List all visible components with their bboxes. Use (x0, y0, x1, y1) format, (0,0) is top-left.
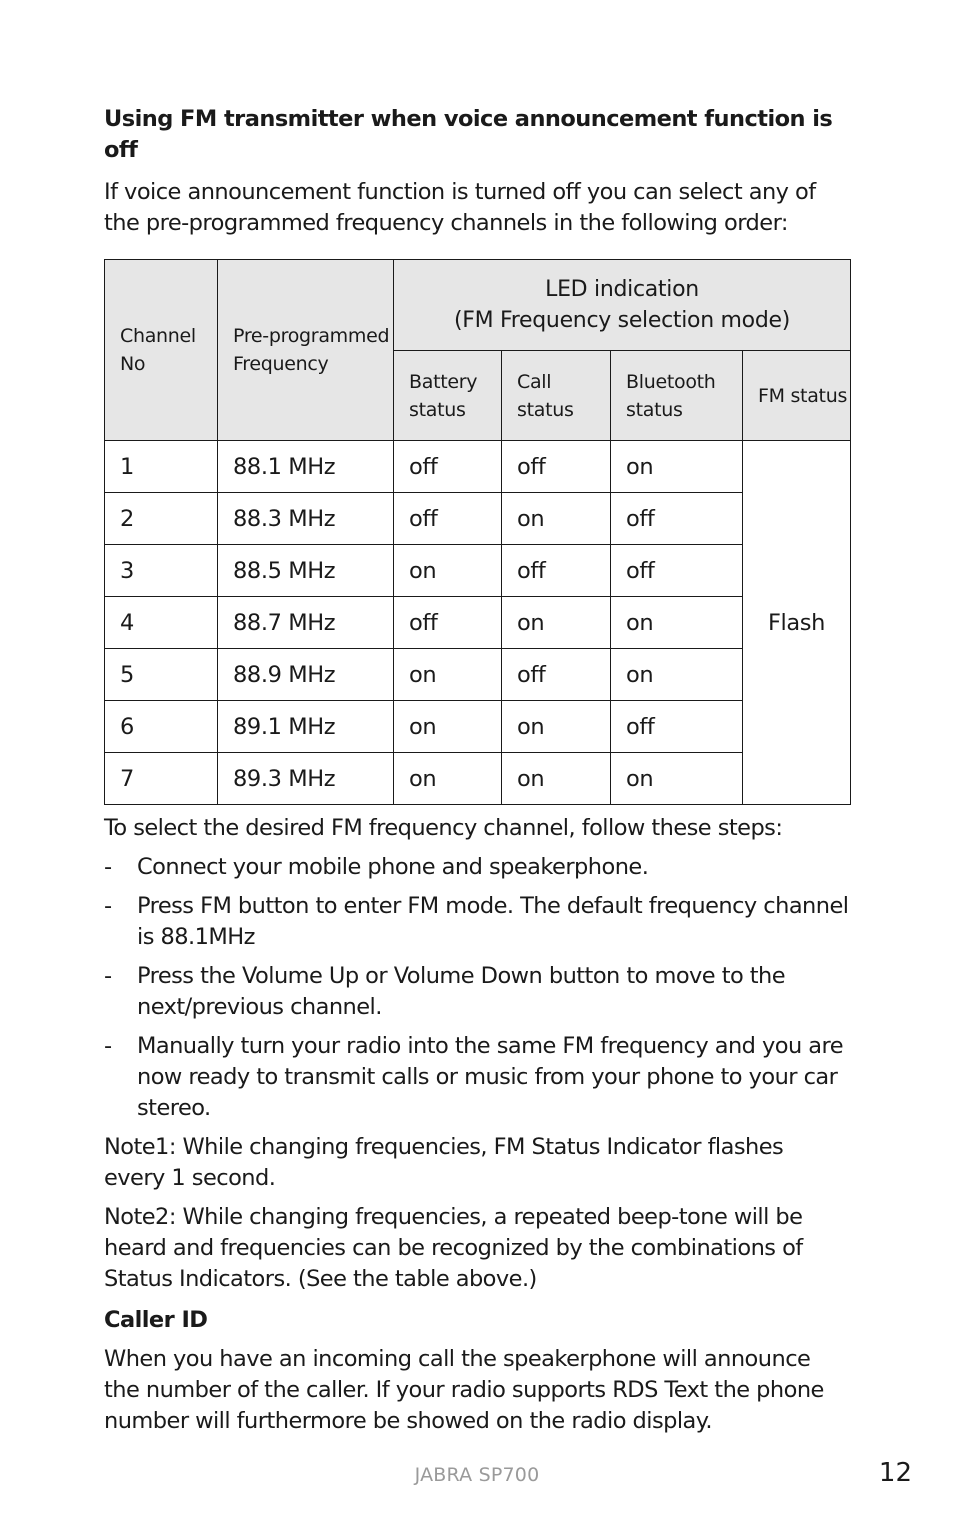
bullet-marker: - (104, 893, 112, 919)
led-indication-subtitle: (FM Frequency selection mode) (454, 308, 791, 333)
cell-battery: off (394, 597, 502, 649)
header-preprogrammed-frequency: Pre-programmed Frequency (218, 260, 394, 441)
step-text: Press FM button to enter FM mode. The default frequency channel is 88.1MHz (137, 893, 849, 950)
cell-call: on (502, 597, 611, 649)
led-indication-title: LED indication (545, 277, 699, 302)
cell-bluetooth: off (611, 701, 743, 753)
cell-bluetooth: off (611, 493, 743, 545)
step-text: Manually turn your radio into the same FM frequency and you are now ready to transmit calls or music from your phone to your car stereo. (137, 1033, 844, 1121)
cell-bluetooth: on (611, 753, 743, 805)
header-fm-status: FM status (743, 351, 851, 441)
table-row (105, 753, 851, 805)
cell-channel: 6 (105, 701, 218, 753)
cell-battery: off (394, 493, 502, 545)
cell-call: off (502, 649, 611, 701)
cell-bluetooth: on (611, 441, 743, 493)
cell-call: off (502, 545, 611, 597)
header-call-status: Call status (502, 351, 611, 441)
cell-channel: 1 (105, 441, 218, 493)
cell-call: on (502, 701, 611, 753)
cell-channel: 3 (105, 545, 218, 597)
cell-channel: 5 (105, 649, 218, 701)
cell-channel: 4 (105, 597, 218, 649)
cell-call: on (502, 753, 611, 805)
header-bluetooth-status: Bluetooth status (611, 351, 743, 441)
cell-bluetooth: on (611, 597, 743, 649)
table-row (105, 545, 851, 597)
cell-battery: off (394, 441, 502, 493)
cell-frequency: 88.9 MHz (218, 649, 394, 701)
cell-frequency: 88.3 MHz (218, 493, 394, 545)
page-content (104, 104, 850, 1437)
cell-channel: 2 (105, 493, 218, 545)
list-item (104, 852, 850, 883)
header-battery-status: Battery status (394, 351, 502, 441)
cell-battery: on (394, 545, 502, 597)
cell-battery: on (394, 701, 502, 753)
section-heading: Using FM transmitter when voice announcement function is off (104, 106, 833, 163)
list-item (104, 961, 850, 1023)
cell-call: off (502, 441, 611, 493)
table-row (105, 649, 851, 701)
table-row (105, 701, 851, 753)
note-1: Note1: While changing frequencies, FM Status Indicator flashes every 1 second. (104, 1134, 784, 1191)
page-number: 12 (878, 1458, 912, 1488)
step-text: Press the Volume Up or Volume Down button to move to the next/previous channel. (137, 963, 786, 1020)
cell-frequency: 89.3 MHz (218, 753, 394, 805)
cell-frequency: 88.5 MHz (218, 545, 394, 597)
list-item (104, 1031, 850, 1124)
intro-text: If voice announcement function is turned off you can select any of the pre-programmed frequency channels in the following order: (104, 179, 816, 236)
header-channel-no: Channel No (105, 260, 218, 441)
table-row (105, 441, 851, 493)
fm-channel-table (104, 259, 851, 805)
steps-intro: To select the desired FM frequency channel, follow these steps: (104, 815, 783, 841)
header-led-indication (394, 260, 851, 351)
cell-fm-status-flash: Flash (743, 441, 851, 805)
cell-channel: 7 (105, 753, 218, 805)
cell-call: on (502, 493, 611, 545)
cell-battery: on (394, 753, 502, 805)
steps-list (104, 852, 850, 1124)
table-row (105, 597, 851, 649)
bullet-marker: - (104, 854, 112, 880)
cell-frequency: 88.1 MHz (218, 441, 394, 493)
bullet-marker: - (104, 963, 112, 989)
footer-product-title: JABRA SP700 (414, 1464, 540, 1486)
cell-battery: on (394, 649, 502, 701)
bullet-marker: - (104, 1033, 112, 1059)
cell-bluetooth: off (611, 545, 743, 597)
step-text: Connect your mobile phone and speakerphone. (137, 854, 649, 880)
note-2: Note2: While changing frequencies, a repeated beep-tone will be heard and frequencies can be recognized by the combinations of Status Indicators. (See the table above.) (104, 1204, 803, 1292)
table-row (105, 493, 851, 545)
cell-bluetooth: on (611, 649, 743, 701)
cell-frequency: 89.1 MHz (218, 701, 394, 753)
list-item (104, 891, 850, 953)
caller-id-text: When you have an incoming call the speakerphone will announce the number of the caller. If your radio supports RDS Text the phone number will furthermore be showed on the radio display. (104, 1346, 824, 1434)
caller-id-heading: Caller ID (104, 1307, 208, 1333)
cell-frequency: 88.7 MHz (218, 597, 394, 649)
